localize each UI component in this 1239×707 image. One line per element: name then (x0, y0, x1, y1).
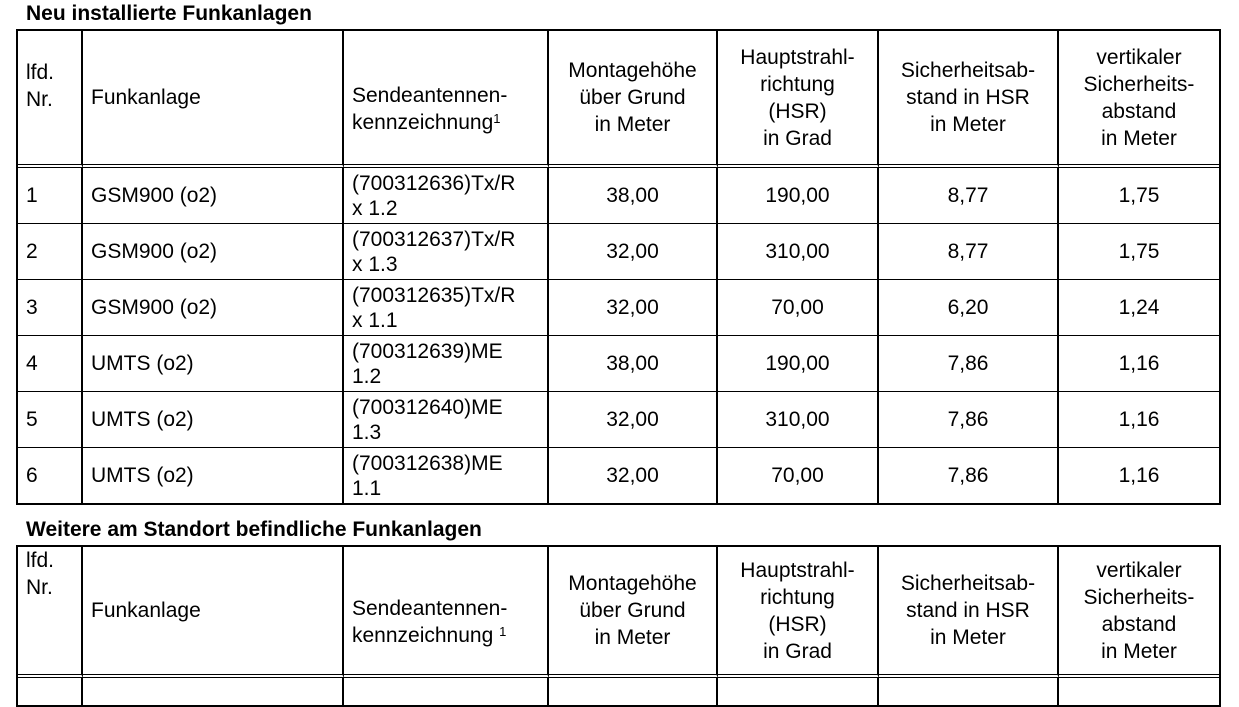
cell-vertikal (1059, 678, 1219, 705)
cell-vertikal: 1,24 (1059, 280, 1219, 336)
table-row (18, 336, 1219, 392)
cell-anlage: UMTS (o2) (83, 336, 344, 392)
cell-abstand (879, 678, 1059, 705)
table-row (18, 392, 1219, 448)
cell-anlage (83, 678, 344, 705)
cell-hsr: 70,00 (718, 448, 879, 503)
cell-abstand: 8,77 (879, 224, 1059, 280)
header-vertikaler-abstand: vertikaler Sicherheits- abstand in Meter (1059, 31, 1219, 168)
cell-hoehe: 38,00 (549, 168, 718, 224)
cell-anlage: GSM900 (o2) (83, 280, 344, 336)
cell-nr: 4 (18, 336, 83, 392)
cell-hsr: 190,00 (718, 168, 879, 224)
header-hsr: Hauptstrahl- richtung (HSR) in Grad (718, 31, 879, 168)
table-header-row (18, 31, 1219, 168)
table-row (18, 448, 1219, 503)
cell-kennung: (700312638)ME 1.1 (344, 448, 549, 503)
cell-hoehe: 32,00 (549, 224, 718, 280)
cell-hsr: 190,00 (718, 336, 879, 392)
table-other-installations (16, 545, 1221, 707)
header-sicherheitsabstand: Sicherheitsab- stand in HSR in Meter (879, 547, 1059, 678)
cell-hoehe: 32,00 (549, 392, 718, 448)
cell-vertikal: 1,75 (1059, 168, 1219, 224)
cell-hoehe: 32,00 (549, 280, 718, 336)
cell-nr: 1 (18, 168, 83, 224)
table-row (18, 224, 1219, 280)
header-funkanlage: Funkanlage (83, 547, 344, 678)
header-vertikaler-abstand: vertikaler Sicherheits- abstand in Meter (1059, 547, 1219, 678)
table-header-row (18, 547, 1219, 678)
table-new-installations (16, 29, 1221, 505)
cell-nr: 3 (18, 280, 83, 336)
cell-kennung (344, 678, 549, 705)
cell-abstand: 7,86 (879, 392, 1059, 448)
cell-anlage: UMTS (o2) (83, 392, 344, 448)
table-row (18, 678, 1219, 705)
header-sicherheitsabstand: Sicherheitsab- stand in HSR in Meter (879, 31, 1059, 168)
cell-hoehe (549, 678, 718, 705)
footnote-marker: 1 (493, 110, 501, 126)
section-title-other-installations: Weitere am Standort befindliche Funkanlagen (26, 518, 482, 541)
header-montagehoehe: Montagehöhe über Grund in Meter (549, 31, 718, 168)
cell-kennung: (700312639)ME 1.2 (344, 336, 549, 392)
cell-anlage: GSM900 (o2) (83, 168, 344, 224)
header-kennzeichnung: Sendeantennen- kennzeichnung$^1$ (344, 31, 549, 168)
cell-vertikal: 1,75 (1059, 224, 1219, 280)
cell-hsr: 70,00 (718, 280, 879, 336)
cell-kennung: (700312635)Tx/R x 1.1 (344, 280, 549, 336)
header-funkanlage: Funkanlage (83, 31, 344, 168)
table-row (18, 168, 1219, 224)
cell-hsr: 310,00 (718, 392, 879, 448)
header-montagehoehe: Montagehöhe über Grund in Meter (549, 547, 718, 678)
cell-nr: 6 (18, 448, 83, 503)
cell-hsr (718, 678, 879, 705)
cell-kennung: (700312640)ME 1.3 (344, 392, 549, 448)
cell-vertikal: 1,16 (1059, 336, 1219, 392)
cell-hoehe: 38,00 (549, 336, 718, 392)
cell-abstand: 7,86 (879, 336, 1059, 392)
cell-kennung: (700312636)Tx/R x 1.2 (344, 168, 549, 224)
cell-anlage: GSM900 (o2) (83, 224, 344, 280)
cell-nr: 2 (18, 224, 83, 280)
cell-nr: 5 (18, 392, 83, 448)
header-lfd-nr: lfd. Nr. (18, 547, 83, 678)
header-lfd-nr: lfd. Nr. (18, 31, 83, 168)
cell-vertikal: 1,16 (1059, 392, 1219, 448)
cell-anlage: UMTS (o2) (83, 448, 344, 503)
cell-nr (18, 678, 83, 705)
header-kennzeichnung: Sendeantennen- kennzeichnung $^1$ (344, 547, 549, 678)
cell-vertikal: 1,16 (1118, 464, 1160, 487)
cell-kennung: (700312637)Tx/R x 1.3 (344, 224, 549, 280)
cell-abstand: 6,20 (879, 280, 1059, 336)
footnote-marker: 1 (499, 623, 507, 639)
cell-abstand: 7,86 (879, 448, 1059, 503)
cell-abstand: 8,77 (879, 168, 1059, 224)
header-hsr: Hauptstrahl- richtung (HSR) in Grad (718, 547, 879, 678)
cell-hoehe: 32,00 (549, 448, 718, 503)
table-row (18, 280, 1219, 336)
section-title-new-installations: Neu installierte Funkanlagen (26, 2, 312, 25)
cell-hsr: 310,00 (718, 224, 879, 280)
